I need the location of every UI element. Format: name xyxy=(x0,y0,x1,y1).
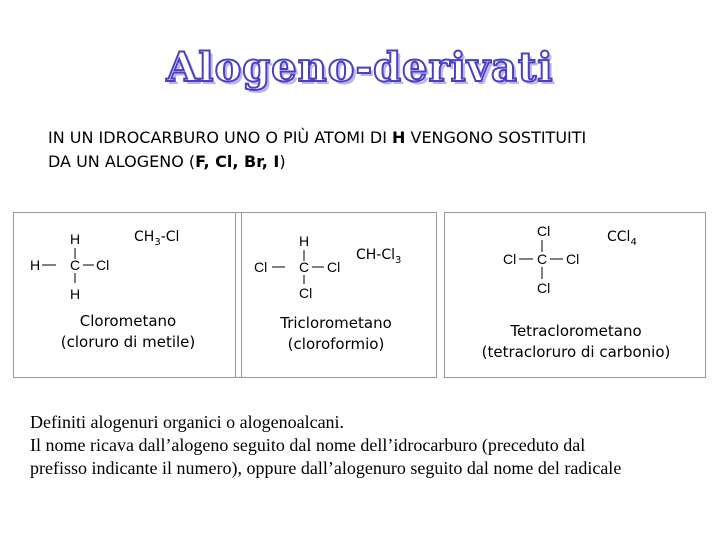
structure-tetraclorometano xyxy=(501,219,601,309)
footer-text xyxy=(30,411,710,480)
atom-top: H xyxy=(70,231,81,247)
intro-line-2: DA UN ALOGENO (F, Cl, Br, I) xyxy=(48,152,286,171)
footer-line-3: prefisso indicante il numero), oppure dall’alogenuro seguito dal nome del radicale xyxy=(30,458,622,478)
compound-box-triclorometano xyxy=(235,212,437,378)
atom-left: Cl xyxy=(254,259,268,275)
atom-top: Cl xyxy=(537,223,551,239)
atom-right: Cl xyxy=(327,259,341,275)
compound-name-clorometano: Clorometano (cloruro di metile) xyxy=(60,312,196,351)
intro-line-1: IN UN IDROCARBURO UNO O PIÙ ATOMI DI H VENGONO SOSTITUITI xyxy=(48,128,587,147)
formula-tetraclorometano: CCl$_4$ xyxy=(607,229,637,248)
atom-bottom: Cl xyxy=(537,280,551,296)
atom-left: H xyxy=(30,257,41,273)
footer-line-1: Definiti alogenuri organici o alogenoalcani. xyxy=(30,412,345,432)
footer-line-2: Il nome ricava dall’alogeno seguito dal nome dell’idrocarburo (preceduto dal xyxy=(30,435,586,455)
compound-box-clorometano xyxy=(13,212,242,378)
atom-right: Cl xyxy=(566,251,580,267)
formula-clorometano: $CH_3-Cl$ xyxy=(134,229,180,248)
atom-right: Cl xyxy=(96,257,110,273)
atom-left: Cl xyxy=(503,251,517,267)
structure-clorometano xyxy=(28,227,118,307)
formula-triclorometano: $CH-Cl_3$ xyxy=(356,247,402,266)
atom-top: H xyxy=(299,233,310,249)
atom-center: C xyxy=(299,259,310,275)
compound-name-triclorometano: Triclorometano (cloroformio) xyxy=(280,314,392,353)
atom-bottom: H xyxy=(70,286,81,302)
atom-bottom: Cl xyxy=(299,285,313,301)
atom-center: C xyxy=(537,251,548,267)
compound-box-tetraclorometano xyxy=(444,212,706,378)
intro-text xyxy=(48,126,708,174)
atom-center: C xyxy=(70,257,81,273)
compound-name-tetraclorometano: Tetraclorometano (tetracloruro di carbonio) xyxy=(481,322,671,361)
structure-triclorometano xyxy=(252,229,342,319)
page-title: Alogeno-derivati xyxy=(166,44,554,91)
